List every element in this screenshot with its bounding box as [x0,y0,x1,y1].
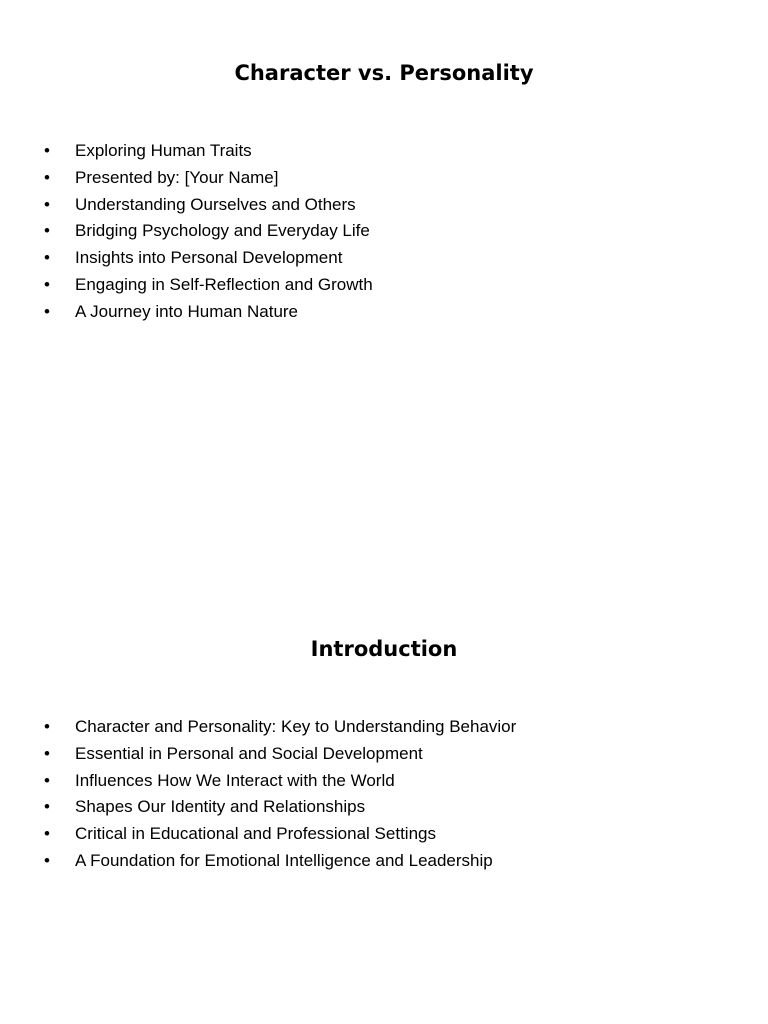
bullet-text: Essential in Personal and Social Development [75,743,423,763]
bullet-icon: • [44,717,50,736]
bullet-icon: • [44,797,50,817]
bullet-text: Presented by: [Your Name] [75,167,279,187]
bullet-icon: • [44,221,50,241]
slide-title: Introduction [310,637,458,661]
bullet-text: Influences How We Interact with the World [75,770,395,790]
bullet-text: A Journey into Human Nature [75,301,299,321]
bullet-text: A Foundation for Emotional Intelligence and Leadership [75,850,493,870]
bullet-text: Character and Personality: Key to Understanding Behavior [75,717,517,736]
bullet-icon: • [44,248,50,268]
bullet-icon: • [44,824,50,844]
bullet-text: Exploring Human Traits [75,141,252,160]
bullet-icon: • [44,194,50,214]
bullet-icon: • [44,301,50,321]
bullet-text: Insights into Personal Development [75,248,343,268]
bullet-text: Bridging Psychology and Everyday Life [75,221,370,241]
bullet-icon: • [44,743,50,763]
bullet-icon: • [44,141,50,160]
bullet-icon: • [44,167,50,187]
bullet-text: Engaging in Self-Reflection and Growth [75,274,373,294]
bullet-icon: • [44,850,50,870]
bullet-icon: • [44,274,50,294]
bullet-text: Understanding Ourselves and Others [75,194,356,214]
bullet-text: Shapes Our Identity and Relationships [75,797,366,817]
slide-title: Character vs. Personality [234,61,534,85]
bullet-icon: • [44,770,50,790]
slide-2 [0,576,768,1024]
bullet-text: Critical in Educational and Professional Settings [75,824,436,844]
